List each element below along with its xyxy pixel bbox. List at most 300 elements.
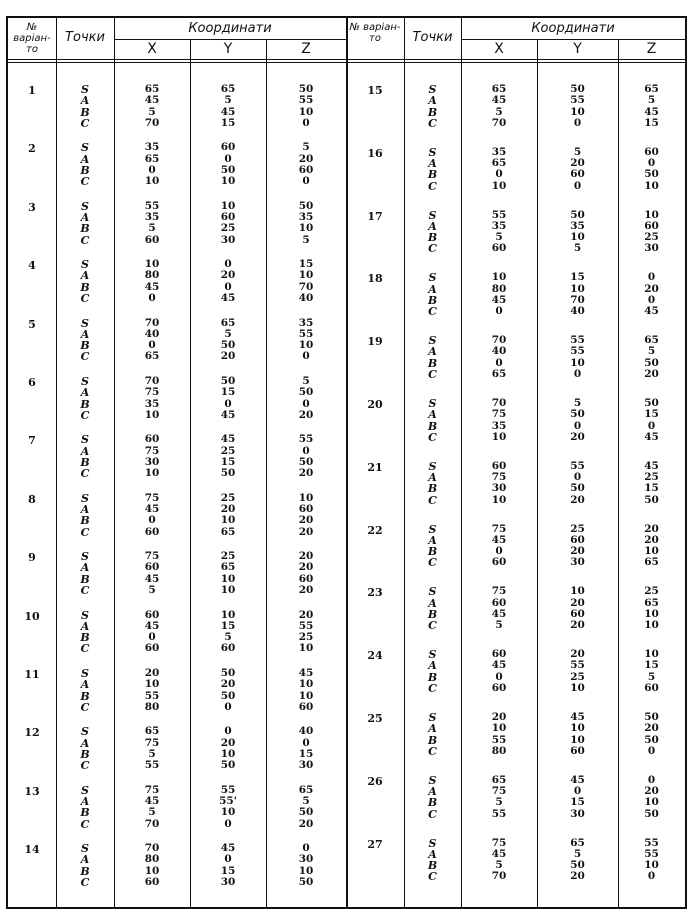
y-value: 45 <box>570 773 585 786</box>
point-label: A <box>80 795 90 809</box>
z-value: 60 <box>644 145 659 158</box>
x-value: 20 <box>491 711 507 723</box>
point-label: S <box>81 199 89 213</box>
y-value: 40 <box>570 305 585 318</box>
z-value: 10 <box>298 222 314 235</box>
x-value: 35 <box>491 145 507 158</box>
y-value: 10 <box>220 584 236 597</box>
variant-number: 15 <box>367 84 383 97</box>
point-label: S <box>428 836 437 850</box>
y-value: 10 <box>570 105 585 118</box>
x-value: 35 <box>491 419 507 432</box>
x-value: 75 <box>144 491 160 504</box>
z-value: 50 <box>644 733 659 746</box>
point-label: A <box>80 853 90 867</box>
point-label: S <box>428 334 437 348</box>
x-value: 70 <box>491 116 507 129</box>
y-value: 15 <box>220 619 236 632</box>
y-value: 50 <box>220 689 236 702</box>
point-label: B <box>427 105 438 119</box>
z-value: 30 <box>298 853 314 866</box>
z-value: 10 <box>298 491 314 504</box>
y-value: 20 <box>570 493 585 506</box>
x-value: 70 <box>144 316 160 329</box>
y-value: 25 <box>220 222 236 235</box>
point-label: C <box>80 759 90 773</box>
x-value: 60 <box>491 556 507 569</box>
point-label: A <box>80 152 90 166</box>
z-value: 0 <box>647 870 656 883</box>
x-value: 5 <box>148 105 156 118</box>
point-label: A <box>428 533 437 547</box>
y-value: 15 <box>570 796 585 809</box>
point-label: C <box>80 876 90 890</box>
y-value: 0 <box>573 179 582 192</box>
y-value: 10 <box>570 722 585 735</box>
x-value: 60 <box>144 642 160 655</box>
point-label: C <box>80 116 90 130</box>
z-value: 10 <box>644 179 659 192</box>
axis-header-y: Y <box>223 41 233 57</box>
y-value: 20 <box>220 269 236 282</box>
y-value: 10 <box>570 231 585 244</box>
z-value: 15 <box>644 659 659 672</box>
y-value: 60 <box>220 141 236 154</box>
y-value: 45 <box>220 292 236 305</box>
point-label: S <box>428 459 437 473</box>
variant-number: 27 <box>367 837 383 851</box>
point-label: C <box>428 556 437 570</box>
point-label: A <box>428 219 437 233</box>
point-label: C <box>428 179 437 193</box>
x-value: 45 <box>144 94 160 107</box>
point-label: A <box>80 94 90 108</box>
point-label: A <box>80 619 90 633</box>
z-value: 20 <box>298 514 314 527</box>
z-value: 0 <box>302 397 310 410</box>
point-label: S <box>81 550 89 564</box>
point-label: C <box>428 682 437 696</box>
x-value: 70 <box>144 817 160 830</box>
y-value: 45 <box>220 433 236 446</box>
y-value: 0 <box>224 725 232 738</box>
y-value: 10 <box>220 514 236 527</box>
point-label: S <box>81 725 89 739</box>
point-label: B <box>427 168 438 182</box>
x-value: 70 <box>491 334 507 347</box>
z-value: 5 <box>647 94 656 107</box>
z-value: 20 <box>644 785 659 798</box>
x-value: 70 <box>491 870 507 883</box>
y-value: 10 <box>570 282 585 295</box>
point-label: B <box>80 163 90 177</box>
z-value: 60 <box>644 682 659 695</box>
x-value: 0 <box>495 168 503 181</box>
z-value: 0 <box>302 736 310 749</box>
x-value: 30 <box>144 455 160 468</box>
y-value: 0 <box>224 280 232 293</box>
x-value: 55 <box>491 733 507 746</box>
point-label: C <box>428 430 437 444</box>
point-label: A <box>428 785 437 799</box>
z-value: 50 <box>298 386 314 399</box>
point-label: A <box>428 408 437 422</box>
y-value: 30 <box>220 876 236 889</box>
z-value: 5 <box>302 233 310 246</box>
z-value: 25 <box>644 231 659 244</box>
x-value: 10 <box>144 408 160 421</box>
x-value: 80 <box>144 269 160 282</box>
y-value: 60 <box>570 607 585 620</box>
z-value: 15 <box>298 258 314 271</box>
header-subrule <box>114 39 346 40</box>
x-value: 20 <box>144 667 160 679</box>
y-value: 25 <box>220 444 236 457</box>
point-label: B <box>80 806 90 820</box>
z-value: 20 <box>298 608 314 621</box>
point-label: S <box>428 271 437 285</box>
point-label: C <box>428 870 437 884</box>
y-value: 10 <box>220 175 236 188</box>
x-value: 55 <box>144 199 160 212</box>
x-value: 35 <box>144 397 160 410</box>
x-value: 10 <box>491 722 507 735</box>
z-value: 60 <box>298 572 314 585</box>
y-value: 55 <box>570 334 585 347</box>
point-label: C <box>80 292 90 306</box>
x-value: 60 <box>491 648 507 661</box>
z-value: 45 <box>644 459 659 472</box>
point-label: C <box>80 467 90 481</box>
y-value: 50 <box>220 759 236 772</box>
z-value: 50 <box>298 199 314 212</box>
point-label: B <box>80 572 90 586</box>
point-label: S <box>81 842 89 856</box>
z-value: 50 <box>298 876 314 889</box>
x-value: 60 <box>144 233 160 246</box>
z-value: 15 <box>644 116 659 129</box>
x-value: 45 <box>144 572 160 585</box>
point-label: C <box>80 700 90 714</box>
z-value: 10 <box>644 796 659 809</box>
z-value: 45 <box>298 667 314 679</box>
z-value: 60 <box>298 163 314 176</box>
variant-number: 25 <box>367 712 383 725</box>
y-value: 50 <box>570 83 585 95</box>
z-value: 65 <box>298 783 314 796</box>
y-value: 10 <box>220 806 236 819</box>
y-value: 50 <box>570 408 585 421</box>
z-value: 0 <box>647 271 656 284</box>
y-value: 50 <box>570 208 585 221</box>
z-value: 5 <box>647 670 656 683</box>
x-value: 75 <box>491 522 507 535</box>
y-value: 10 <box>220 608 236 621</box>
x-value: 75 <box>144 783 160 796</box>
left-table-panel <box>8 18 348 907</box>
y-value: 10 <box>220 199 236 212</box>
point-label: B <box>80 397 90 411</box>
x-value: 75 <box>491 585 507 598</box>
x-value: 5 <box>148 222 156 235</box>
x-value: 5 <box>495 231 503 244</box>
y-value: 65 <box>220 83 236 95</box>
y-value: 15 <box>220 455 236 468</box>
z-value: 50 <box>644 711 659 723</box>
x-value: 35 <box>144 211 160 224</box>
z-value: 20 <box>644 533 659 546</box>
z-value: 20 <box>644 722 659 735</box>
x-value: 65 <box>491 157 507 170</box>
y-value: 55 <box>570 345 585 358</box>
header-bottom-rule-double <box>346 62 685 63</box>
x-value: 10 <box>491 179 507 192</box>
x-value: 60 <box>144 561 160 574</box>
point-label: S <box>81 608 89 622</box>
x-value: 0 <box>148 339 156 352</box>
point-label: A <box>80 444 90 458</box>
point-label: S <box>81 83 89 96</box>
y-value: 25 <box>570 670 585 683</box>
point-label: A <box>428 722 437 736</box>
z-value: 0 <box>647 419 656 432</box>
point-label: B <box>427 607 438 621</box>
x-value: 40 <box>491 345 507 358</box>
z-value: 55 <box>298 94 314 107</box>
x-value: 5 <box>495 105 503 118</box>
z-value: 30 <box>644 242 659 255</box>
point-label: S <box>81 258 89 272</box>
z-value: 50 <box>298 806 314 819</box>
point-label: C <box>428 368 437 382</box>
y-value: 5 <box>224 327 232 340</box>
variant-number: 2 <box>28 142 36 156</box>
y-value: 0 <box>573 419 582 432</box>
z-value: 40 <box>298 292 314 305</box>
variant-number: 20 <box>367 398 383 411</box>
point-label: B <box>80 514 90 528</box>
z-value: 25 <box>644 585 659 598</box>
x-value: 5 <box>148 584 156 597</box>
y-value: 10 <box>570 733 585 746</box>
variant-number: 6 <box>28 376 36 389</box>
y-value: 55 <box>570 659 585 672</box>
y-value: 15 <box>220 386 236 399</box>
point-label: B <box>427 231 438 245</box>
x-value: 35 <box>491 219 507 232</box>
point-label: C <box>80 817 90 831</box>
z-value: 20 <box>298 550 314 563</box>
x-value: 65 <box>144 350 160 363</box>
point-label: B <box>427 796 438 810</box>
point-label: S <box>428 397 437 410</box>
y-value: 15 <box>570 271 585 284</box>
x-value: 60 <box>144 525 160 538</box>
y-value: 20 <box>570 596 585 609</box>
z-value: 50 <box>298 455 314 468</box>
z-value: 20 <box>644 368 659 381</box>
point-label: C <box>80 408 90 422</box>
x-value: 10 <box>144 175 160 188</box>
y-value: 25 <box>220 550 236 563</box>
z-value: 10 <box>298 642 314 655</box>
axis-header-y: Y <box>573 41 582 57</box>
point-label: B <box>80 631 90 645</box>
x-value: 65 <box>491 83 507 95</box>
y-value: 5 <box>573 145 582 158</box>
point-label: S <box>428 585 437 599</box>
y-value: 60 <box>570 168 585 181</box>
point-label: B <box>427 670 438 684</box>
z-value: 55 <box>644 836 659 849</box>
x-value: 0 <box>148 163 156 176</box>
point-label: A <box>428 847 437 861</box>
x-value: 75 <box>491 836 507 849</box>
point-label: A <box>428 471 437 485</box>
z-value: 25 <box>298 631 314 644</box>
point-label: B <box>427 733 438 747</box>
y-value: 25 <box>220 491 236 504</box>
point-label: B <box>80 222 90 236</box>
z-value: 10 <box>298 678 314 691</box>
y-value: 10 <box>570 682 585 695</box>
point-label: A <box>428 282 437 296</box>
z-value: 20 <box>298 152 314 165</box>
point-label: C <box>428 807 437 821</box>
y-value: 0 <box>573 471 582 484</box>
point-label: C <box>80 175 90 189</box>
point-label: S <box>81 783 89 797</box>
point-label: B <box>427 545 438 559</box>
point-label: B <box>80 747 90 761</box>
y-value: 5 <box>224 631 232 644</box>
point-label: A <box>80 211 90 225</box>
x-value: 35 <box>144 141 160 154</box>
z-value: 10 <box>644 619 659 632</box>
z-value: 20 <box>298 467 314 480</box>
coordinates-header: Координати <box>531 21 615 36</box>
x-value: 5 <box>148 806 156 819</box>
point-label: A <box>428 596 437 610</box>
point-label: S <box>428 145 437 159</box>
x-value: 60 <box>144 876 160 889</box>
z-value: 0 <box>647 157 656 170</box>
x-value: 0 <box>495 670 503 683</box>
variant-number: 1 <box>28 84 36 97</box>
points-header: Точки <box>412 30 453 45</box>
x-value: 70 <box>491 397 507 409</box>
y-value: 20 <box>570 157 585 170</box>
variant-number: 19 <box>367 335 383 349</box>
x-value: 60 <box>491 682 507 695</box>
y-value: 20 <box>570 648 585 661</box>
y-value: 10 <box>570 585 585 598</box>
z-value: 10 <box>298 339 314 352</box>
z-value: 10 <box>644 648 659 661</box>
x-value: 75 <box>144 444 160 457</box>
point-label: B <box>427 859 438 873</box>
point-label: B <box>427 419 438 433</box>
z-value: 30 <box>298 759 314 772</box>
y-value: 50 <box>570 482 585 495</box>
x-value: 45 <box>491 847 507 860</box>
z-value: 20 <box>298 408 314 421</box>
point-label: S <box>428 648 437 662</box>
y-value: 10 <box>570 356 585 369</box>
point-label: S <box>428 711 437 724</box>
point-label: C <box>80 233 90 247</box>
variant-number: 10 <box>24 609 40 623</box>
variant-number: 7 <box>28 434 36 448</box>
x-value: 60 <box>491 242 507 255</box>
y-value: 55' <box>219 795 237 808</box>
z-value: 60 <box>644 219 659 232</box>
z-value: 0 <box>302 842 310 855</box>
point-label: B <box>427 356 438 370</box>
y-value: 55 <box>220 783 236 796</box>
z-value: 15 <box>298 747 314 760</box>
z-value: 10 <box>298 864 314 877</box>
y-value: 20 <box>570 870 585 883</box>
y-value: 55 <box>570 94 585 107</box>
variant-number: 22 <box>367 523 383 537</box>
x-value: 60 <box>144 608 160 621</box>
x-value: 65 <box>144 725 160 738</box>
x-value: 45 <box>491 607 507 620</box>
z-value: 20 <box>298 561 314 574</box>
x-value: 5 <box>148 747 156 760</box>
point-label: C <box>428 116 437 130</box>
x-value: 60 <box>144 433 160 446</box>
z-value: 0 <box>302 116 310 129</box>
y-value: 0 <box>224 817 232 830</box>
z-value: 10 <box>644 208 659 221</box>
z-value: 20 <box>298 584 314 597</box>
point-label: C <box>428 305 437 319</box>
axis-header-x: X <box>147 41 157 57</box>
y-value: 30 <box>570 556 585 569</box>
point-label: C <box>428 619 437 633</box>
axis-header-x: X <box>494 41 504 57</box>
y-value: 65 <box>220 316 236 329</box>
x-value: 75 <box>491 785 507 798</box>
point-label: A <box>428 345 437 359</box>
variant-number: 26 <box>367 774 383 788</box>
variant-number: 5 <box>28 317 36 331</box>
variant-header: № варіан-то <box>349 22 401 44</box>
z-value: 20 <box>644 282 659 295</box>
y-value: 35 <box>570 219 585 232</box>
z-value: 50 <box>644 493 659 506</box>
y-value: 60 <box>220 211 236 224</box>
x-value: 65 <box>491 368 507 381</box>
y-value: 50 <box>220 375 236 387</box>
y-value: 0 <box>573 116 582 129</box>
y-value: 50 <box>220 467 236 480</box>
variant-number: 13 <box>24 784 40 798</box>
variant-number: 14 <box>24 843 40 857</box>
y-value: 65 <box>570 836 585 849</box>
y-value: 60 <box>570 533 585 546</box>
variant-number: 4 <box>28 259 36 273</box>
y-value: 50 <box>220 163 236 176</box>
x-value: 45 <box>491 94 507 107</box>
variant-number: 3 <box>28 200 36 214</box>
x-value: 45 <box>491 293 507 306</box>
point-label: C <box>80 584 90 598</box>
y-value: 0 <box>224 397 232 410</box>
x-value: 0 <box>148 631 156 644</box>
